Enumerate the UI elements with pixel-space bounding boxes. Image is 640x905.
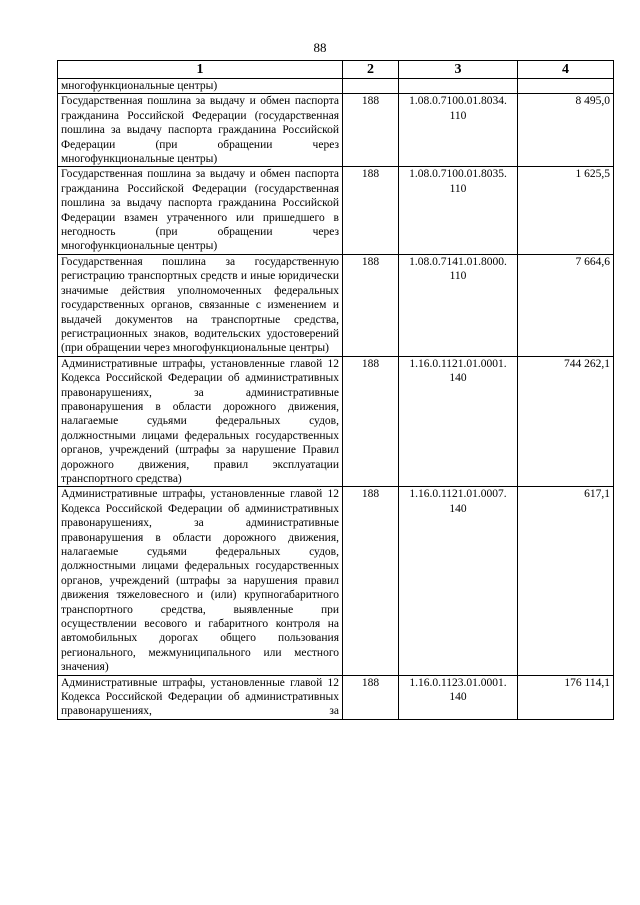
budget-code [399,94,518,167]
page-number: 88 [313,40,327,55]
column-header-1: 1 [58,61,343,79]
revenue-name: Административные штрафы, установленные главой 12 Кодекса Российской Федерации об административных правонарушениях, за [58,675,343,719]
revenue-name: Государственная пошлина за выдачу и обмен паспорта гражданина Российской Федерации (государственная пошлина за выдачу паспорта гражданина Российской Федерации взамен утраченного или пришедшего в негодность (при обращении через многофункциональные центры) [58,167,343,254]
revenue-name: Административные штрафы, установленные главой 12 Кодекса Российской Федерации об административных правонарушениях, за административные правонарушения в области дорожного движения, налагаемые судьями федеральных судов, должностными лицами федеральных государственных органов, учреждений (штрафы за нарушения правил движения тяжеловесного и (или) крупногабаритного транспортного средства, выявленные при осуществлении весового и габаритного контроля на автомобильных дорогах общего пользования регионального, межмуниципального или местного значения) [58,487,343,675]
table-row [58,356,614,487]
continuation-row [58,79,614,94]
admin-code: 188 [343,487,399,675]
admin-code: 188 [343,94,399,167]
table-row [58,167,614,254]
budget-code-line1: 1.16.0.1121.01.0001. [409,357,507,370]
budget-table [57,60,614,720]
admin-code: 188 [343,675,399,719]
continuation-text: многофункциональные центры) [58,79,343,94]
budget-code-line2: 110 [449,109,467,122]
revenue-name: Государственная пошлина за выдачу и обмен паспорта гражданина Российской Федерации (государственная пошлина за выдачу паспорта гражданина Российской Федерации (при обращении через многофункциональные центры) [58,94,343,167]
budget-code [399,487,518,675]
amount: 744 262,1 [518,356,614,487]
budget-code-line2: 140 [449,691,467,704]
revenue-name: Государственная пошлина за государственную регистрацию транспортных средств и иные юридически значимые действия уполномоченных федеральных государственных органов, связанные с изменением и выдачей документов на транспортные средства, регистрационных знаков, водительских удостоверений (при обращении через многофункциональные центры) [58,254,343,356]
amount: 1 625,5 [518,167,614,254]
budget-code-line1: 1.16.0.1121.01.0007. [409,488,507,501]
budget-code-line2: 110 [449,182,467,195]
budget-code-line1: 1.08.0.7100.01.8035. [409,168,507,181]
column-header-4: 4 [518,61,614,79]
budget-code-line1: 1.08.0.7100.01.8034. [409,95,507,108]
column-header-2: 2 [343,61,399,79]
budget-code [399,254,518,356]
table-cell [399,79,518,94]
budget-code-line1: 1.16.0.1123.01.0001. [409,676,507,689]
amount: 617,1 [518,487,614,675]
amount: 8 495,0 [518,94,614,167]
table-row [58,94,614,167]
table-row [58,487,614,675]
table-cell [518,79,614,94]
table-row [58,254,614,356]
revenue-name: Административные штрафы, установленные главой 12 Кодекса Российской Федерации об административных правонарушениях, за административные правонарушения в области дорожного движения, налагаемые судьями федеральных судов, должностными лицами федеральных государственных органов, учреждений (штрафы за нарушение Правил дорожного движения, правил эксплуатации транспортного средства) [58,356,343,487]
budget-code-line2: 140 [449,372,467,385]
table-row [58,675,614,719]
table-header-row [58,61,614,79]
budget-code-line1: 1.08.0.7141.01.8000. [409,255,507,268]
budget-code [399,167,518,254]
budget-code-line2: 140 [449,502,467,515]
table-cell [343,79,399,94]
column-header-3: 3 [399,61,518,79]
budget-code-line2: 110 [449,270,467,283]
budget-code [399,675,518,719]
admin-code: 188 [343,356,399,487]
amount: 176 114,1 [518,675,614,719]
amount: 7 664,6 [518,254,614,356]
admin-code: 188 [343,167,399,254]
budget-code [399,356,518,487]
admin-code: 188 [343,254,399,356]
